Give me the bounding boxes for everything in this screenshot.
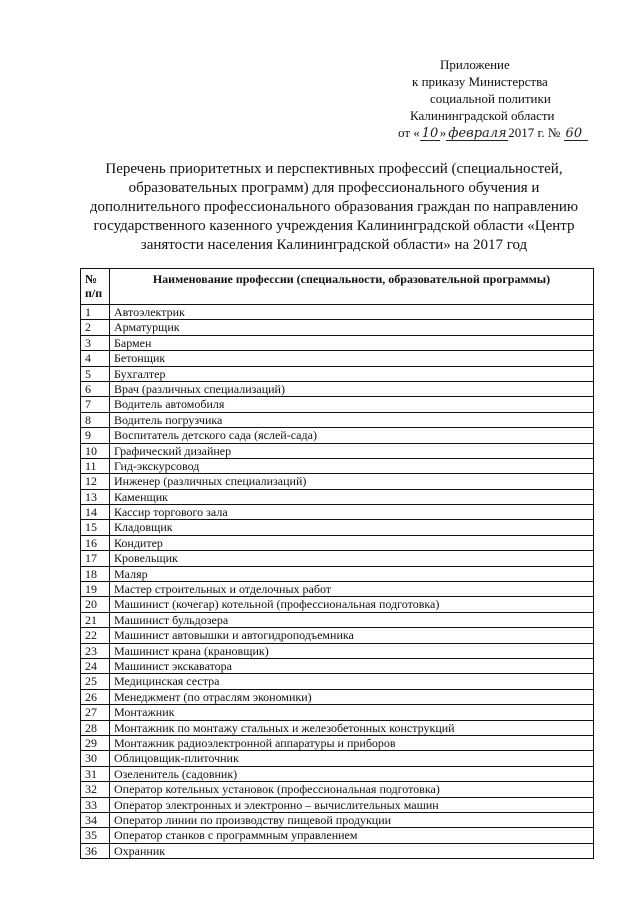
row-number: 8 <box>81 412 110 427</box>
table-row <box>81 335 594 350</box>
row-number: 14 <box>81 505 110 520</box>
table-row <box>81 828 594 843</box>
appendix-date-line <box>388 124 588 141</box>
table-row <box>81 351 594 366</box>
row-number: 4 <box>81 351 110 366</box>
row-number: 28 <box>81 720 110 735</box>
table-row <box>81 305 594 320</box>
table-row <box>81 489 594 504</box>
table-row <box>81 751 594 766</box>
row-profession-name: Кассир торгового зала <box>110 505 594 520</box>
row-profession-name: Машинист автовышки и автогидроподъемника <box>110 628 594 643</box>
row-number: 13 <box>81 489 110 504</box>
table-row <box>81 705 594 720</box>
row-number: 3 <box>81 335 110 350</box>
row-profession-name: Бетонщик <box>110 351 594 366</box>
row-number: 18 <box>81 566 110 581</box>
table-row <box>81 843 594 858</box>
table-row <box>81 458 594 473</box>
row-number: 10 <box>81 443 110 458</box>
row-profession-name: Монтажник по монтажу стальных и железобетонных конструкций <box>110 720 594 735</box>
table-header-row <box>81 269 594 305</box>
row-profession-name: Воспитатель детского сада (яслей-сада) <box>110 428 594 443</box>
table-row <box>81 612 594 627</box>
row-profession-name: Монтажник радиоэлектронной аппаратуры и приборов <box>110 735 594 750</box>
row-profession-name: Мастер строительных и отделочных работ <box>110 582 594 597</box>
row-profession-name: Инженер (различных специализаций) <box>110 474 594 489</box>
row-profession-name: Бармен <box>110 335 594 350</box>
professions-table <box>80 268 594 859</box>
table-body <box>81 305 594 859</box>
row-number: 34 <box>81 812 110 827</box>
row-profession-name: Врач (различных специализаций) <box>110 381 594 396</box>
row-profession-name: Гид-экскурсовод <box>110 458 594 473</box>
date-mid: » <box>439 125 447 140</box>
row-number: 9 <box>81 428 110 443</box>
row-number: 24 <box>81 658 110 673</box>
table-row <box>81 689 594 704</box>
document-title: Перечень приоритетных и перспективных профессий (специальностей, образовательных программ) для профессионального обучения и дополнительного профессионального образования граждан по направлению государственного казенного учреждения Калининградской области «Центр занятости населения Калининградской области» на 2017 год <box>89 161 579 253</box>
row-profession-name: Арматурщик <box>110 320 594 335</box>
row-profession-name: Машинист крана (крановщик) <box>110 643 594 658</box>
row-profession-name: Оператор электронных и электронно – вычислительных машин <box>110 797 594 812</box>
row-profession-name: Кладовщик <box>110 520 594 535</box>
table-row <box>81 658 594 673</box>
row-profession-name: Оператор котельных установок (профессиональная подготовка) <box>110 782 594 797</box>
row-profession-name: Машинист экскаватора <box>110 658 594 673</box>
table-row <box>81 643 594 658</box>
handwritten-month: февраля <box>448 126 507 141</box>
row-number: 11 <box>81 458 110 473</box>
row-number: 7 <box>81 397 110 412</box>
table-row <box>81 597 594 612</box>
table-row <box>81 735 594 750</box>
row-profession-name: Охранник <box>110 843 594 858</box>
row-number: 16 <box>81 535 110 550</box>
table-row <box>81 320 594 335</box>
table-row <box>81 381 594 396</box>
row-number: 20 <box>81 597 110 612</box>
table-row <box>81 412 594 427</box>
row-number: 17 <box>81 551 110 566</box>
row-profession-name: Каменщик <box>110 489 594 504</box>
table-row <box>81 797 594 812</box>
row-number: 5 <box>81 366 110 381</box>
table-row <box>81 397 594 412</box>
table-row <box>81 428 594 443</box>
table-row <box>81 551 594 566</box>
table-row <box>81 812 594 827</box>
row-number: 31 <box>81 766 110 781</box>
row-number: 15 <box>81 520 110 535</box>
row-profession-name: Графический дизайнер <box>110 443 594 458</box>
row-profession-name: Бухгалтер <box>110 366 594 381</box>
table-row <box>81 582 594 597</box>
table-row <box>81 520 594 535</box>
date-prefix: от « <box>398 125 420 140</box>
row-profession-name: Машинист бульдозера <box>110 612 594 627</box>
row-number: 19 <box>81 582 110 597</box>
row-profession-name: Кондитер <box>110 535 594 550</box>
header-number-line2: п/п <box>85 286 103 300</box>
table-row <box>81 782 594 797</box>
row-number: 2 <box>81 320 110 335</box>
appendix-block <box>388 56 588 141</box>
row-number: 29 <box>81 735 110 750</box>
row-profession-name: Озеленитель (садовник) <box>110 766 594 781</box>
table-row <box>81 674 594 689</box>
row-profession-name: Водитель автомобиля <box>110 397 594 412</box>
row-number: 26 <box>81 689 110 704</box>
appendix-line-2: к приказу Министерства <box>412 74 548 89</box>
table-row <box>81 720 594 735</box>
appendix-line-3: социальной политики <box>430 91 551 106</box>
row-profession-name: Монтажник <box>110 705 594 720</box>
row-number: 22 <box>81 628 110 643</box>
header-profession-name: Наименование профессии (специальности, образовательной программы) <box>110 269 594 305</box>
row-number: 36 <box>81 843 110 858</box>
date-year: 2017 г. № <box>508 125 561 140</box>
appendix-line-4: Калининградской области <box>410 108 555 123</box>
table-row <box>81 766 594 781</box>
header-number-line1: № <box>85 272 98 286</box>
row-profession-name: Машинист (кочегар) котельной (профессиональная подготовка) <box>110 597 594 612</box>
table-row <box>81 443 594 458</box>
table-row <box>81 505 594 520</box>
appendix-line-1: Приложение <box>440 57 510 72</box>
table-row <box>81 474 594 489</box>
table-row <box>81 366 594 381</box>
handwritten-number: 60 <box>564 127 588 141</box>
table-row <box>81 535 594 550</box>
row-number: 21 <box>81 612 110 627</box>
table-row <box>81 566 594 581</box>
row-profession-name: Водитель погрузчика <box>110 412 594 427</box>
row-profession-name: Менеджмент (по отраслям экономики) <box>110 689 594 704</box>
row-number: 33 <box>81 797 110 812</box>
row-number: 35 <box>81 828 110 843</box>
row-profession-name: Оператор станков с программным управлением <box>110 828 594 843</box>
handwritten-day: 10 <box>421 126 439 141</box>
row-profession-name: Автоэлектрик <box>110 305 594 320</box>
header-number <box>81 269 110 305</box>
row-profession-name: Оператор линии по производству пищевой продукции <box>110 812 594 827</box>
row-number: 27 <box>81 705 110 720</box>
row-number: 30 <box>81 751 110 766</box>
row-number: 1 <box>81 305 110 320</box>
table-row <box>81 628 594 643</box>
row-profession-name: Облицовщик-плиточник <box>110 751 594 766</box>
row-number: 32 <box>81 782 110 797</box>
row-profession-name: Кровельщик <box>110 551 594 566</box>
row-profession-name: Медицинская сестра <box>110 674 594 689</box>
row-number: 23 <box>81 643 110 658</box>
row-number: 25 <box>81 674 110 689</box>
row-number: 12 <box>81 474 110 489</box>
row-number: 6 <box>81 381 110 396</box>
row-profession-name: Маляр <box>110 566 594 581</box>
